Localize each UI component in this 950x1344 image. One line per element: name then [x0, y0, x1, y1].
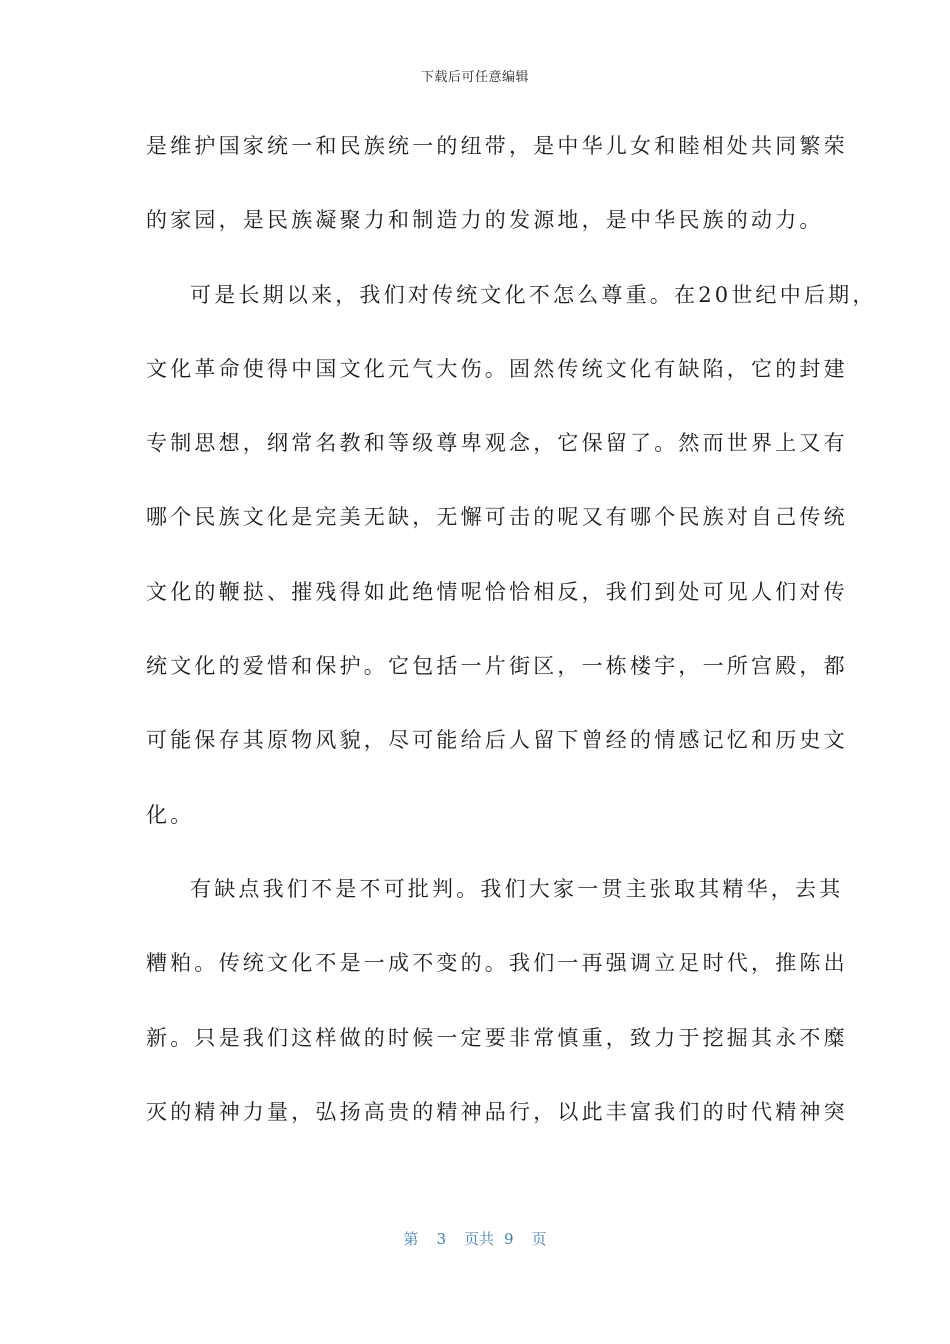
footer-current-page: 3: [436, 1230, 446, 1248]
document-body: [146, 126, 877, 1166]
footer-prefix: 第: [403, 1230, 419, 1248]
footer-middle: 页共: [463, 1230, 494, 1248]
paragraph-line: 有缺点我们不是不可批判。我们大家一贯主张取其精华，去其: [190, 876, 844, 901]
paragraph-line: 专制思想，纲常名教和等级尊卑观念，它保留了。然而世界上又有: [146, 431, 848, 456]
footer-suffix: 页: [531, 1230, 547, 1248]
paragraph-line: 的家园，是民族凝聚力和制造力的发源地，是中华民族的动力。: [146, 208, 824, 233]
paragraph-line: 是维护国家统一和民族统一的纽带，是中华儿女和睦相处共同繁荣: [146, 134, 848, 158]
paragraph-line: 糟粕。传统文化不是一成不变的。我们一再强调立足时代，推陈出: [146, 951, 848, 976]
page-footer: [0, 1228, 950, 1249]
page-header: 下载后可任意编辑: [420, 70, 529, 85]
paragraph-line: 可能保存其原物风貌，尽可能给后人留下曾经的情感记忆和历史文: [146, 728, 848, 753]
paragraph-line: 可是长期以来，我们对传统文化不怎么尊重。在20世纪中后期，: [190, 282, 877, 307]
paragraph-line: 灭的精神力量，弘扬高贵的精神品行，以此丰富我们的时代精神突: [146, 1099, 848, 1124]
paragraph-line: 统文化的爱惜和保护。它包括一片街区，一栋楼宇，一所宫殿，都: [146, 654, 848, 679]
paragraph-line: 文化的鞭挞、摧残得如此绝情呢恰恰相反，我们到处可见人们对传: [146, 579, 848, 604]
paragraph-line: 文化革命使得中国文化元气大伤。固然传统文化有缺陷，它的封建: [146, 356, 848, 381]
paragraph-line: 化。: [146, 802, 195, 827]
paragraph-line: 哪个民族文化是完美无缺，无懈可击的呢又有哪个民族对自己传统: [146, 505, 848, 530]
paragraph-line: 新。只是我们这样做的时候一定要非常慎重，致力于挖掘其永不糜: [146, 1025, 848, 1050]
footer-total-pages: 9: [504, 1230, 514, 1248]
